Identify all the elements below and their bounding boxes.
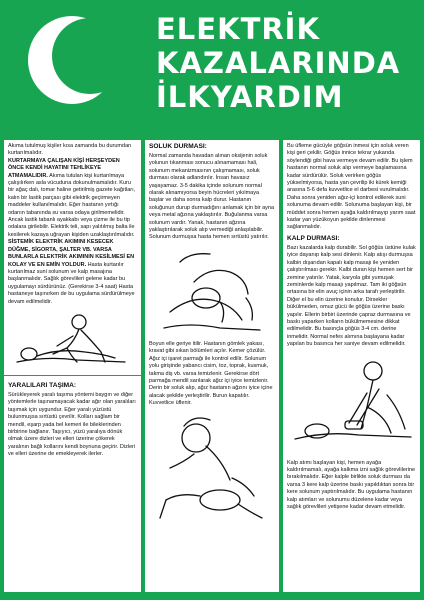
title-line-2: KAZALARINDA (156, 46, 401, 80)
illustration-chest-compression (287, 349, 417, 457)
column-cardiac-arrest (283, 140, 420, 592)
resuscitation-notice: Hasta kurtarılır kurtarılmaz suni solunum ve kalp masajına başlanmalıdır. Sağlık görevlileri gelene kadar bu uygulamayı sürdürünüz. (Gerekirse 3-4 saat) Hasta hastaneye taşınırken de bu uygulama sürdürülmeye devam edilmelidir. (8, 261, 135, 305)
cardiac-text-1: Bazı kazalarda kalp durabilir. Sol göğüs üstüne kulak iyice dayanıp kalp sesi dinlenir. Kalp atışı durmuşsa kalbin dışarıdan kapalı kalp masajı ile yeniden çalıştırılması gerekir. Kalbi duran kişi hemen sert bir zemine yatırılır. Yatak, karyola gibi yumuşak zeminlerde kalp masajı yapılmaz. Tam iki göğsün ortasına bir elin avuç içinin arka tarafı yerleştirilir. Diğer el bu elin üzerine konulur. Dirsekler bükülmeden, omuz gücü ile göğüs üzerine baskı yapılır. Ellerin birbiri üzerinde çapraz durmasına ve baskı yaparken kolların bükülmemesine dikkat edilmelidir. Bu basınçla göğüs 3-4 cm. derine inmelidir. Normal nefes alımına başlayana kadar yapılan bu basınca her saniye devam edilmelidir. (287, 244, 416, 348)
illustration-breath-check (150, 242, 274, 338)
column-breathing (145, 140, 279, 592)
breathing-text-1: Normal zamanda havadan alınan oksijenin soluk yolunun tıkanması sonucu alınamaması hali, solunum mekanizmasının çalışmaması, soluk durması olarak adlandırılır. İnsan havasız yaşayamaz. 3-5 dakika içinde solunum normal olarak alınamıyorsa beyin hücreleri yıkılmaya başlar ve daha sonra kalp durur. Hastanın soluğunun durup durmadığını anlamak için bir ayna veya metal ağzına yaklaştırılır. Buğulanma varsa solunum vardır. Yanak, hastanın ağzına yaklaştırılarak soluk alıp vermediği anlaşılabilir. Solunum durmuşsa hasta hemen sırtüstü yatırılır. (149, 153, 275, 241)
breathing-continued-text: Bu üfleme gücüyle göğsün inmesi için soluk veren kişi geri çekilir. Göğüs innice tekrar yukarıda söylendiği gibi hava vermeye devam edilir. Bu işlem hastanın normal soluk alıp vermeye başlamasına kadar sürdürülür. Soluk verirken göğüs yükselmiyorsa, hasta yan çevrilip iki kürek kemiği arasına 5-6 defa kuvvetlice el darbesi vurulmalıdır. Daha sonra yeniden ağız-içi kontrol edilerek suni solunuma devam edilir. Solunuma başlayan kişi, bir müddet sonra hemen ayağa kaldırılmayıp yarım saat kadar yan yüzükoyun şekilde dinlenmesi sağlanmalıdır. (287, 143, 416, 231)
cardiac-text-2: Kalp atımı başlayan kişi, hemen ayağa kaldırılmamalı, ayağa kalkma izni sağlık görevlilerine bırakılmalıdır. Eğer kalple birlikte soluk durması da varsa 3 kere kalp üzerine baskı yapıldıktan sonra bir kere solunum yaptırılmalıdır. Bu uygulama hastanın kalp atımları ve solunumu düzelene kadar veya sağlık görevlileri yetişene kadar devam etmelidir. (287, 459, 416, 510)
title-line-3: İLKYARDIM (156, 80, 344, 114)
intro-text (4, 140, 141, 306)
transport-text: Sürükleyerek yaralı taşıma yöntemi baygın ve diğer yöntemlerle taşınamayacak kadar ağır olan yaralıları taşımak için uygundur. Eğer yaralı yüzüstü bulunmuşsa sırtüstü çevrilir. Kolları sağlam bir mendil, eşarp yada bel kemeri ile bileklerinden birbirine bağlanır. Taşıyıcı, yüzü yaralıya dönük olmak üzere dizleri ve elleri üzerine çökerek yaralının bağlı kollarını kendi boynuna geçirir. Dizleri ve elleri üzerine de emekleyerek ilerler. (8, 391, 136, 458)
column-electric-shock (4, 140, 141, 592)
breathing-text-2: Boyun elle geriye itilir. Hastanın gömlek yakası, kravat gibi sıkan bölümleri açılır. Kemer çözülür. Ağız içi işaret parmağı ile kontrol edilir. Solunum yolu girişinde yabancı cisim, toz, toprak, kusmuk, takma diş vb. varsa temizlenir. Gerekirse dört parmağa mendil sarılarak ağız içi iyice temizlenir. Derin bir soluk alıp, ağız hastanın ağzını iyice içine alacak şekilde yerleştirilir. Burun kapatılır. Kuvvetlice üflenir. (149, 340, 273, 407)
illustration-mouth-to-mouth (150, 408, 274, 526)
illustration-rescue-pose (7, 306, 139, 372)
page-title (156, 12, 418, 114)
crescent-icon (26, 10, 126, 110)
rescue-instructions: Akıma tutulan kişi kurtarılmaya çalışılırken asla vücuduna dokunulmamalıdır. Kuru bir ağaç dalı, tomar haline getirilmiş gazete kağıtları, kalın bir lastik parçası gibi elektrik geçirmeyen maddeler kullanılmalıdır. Eğer hastanın yırtığı odanın tabanında su varsa odaya girilmemelidir. Ancak lastik tabanlı ayakkabı veya çizme ile bu tip odalara girilebilir. Elektrik teli, sapı yalıtılmış balta ile kesilerek kazaya uğrayan kişiden uzaklaştırılmalıdır. (8, 172, 136, 238)
title-line-1: ELEKTRİK (156, 12, 320, 46)
rescuer-warning: KURTARMAYA ÇALIŞAN KİŞİ HERŞEYDEN ÖNCE KENDİ HAYATINI TEHLİKEYE ATMAMALIDIR. (8, 157, 120, 179)
divider (4, 375, 141, 376)
section-heading-transport: YARALILARI TAŞIMA: (8, 381, 77, 389)
section-heading-breathing: SOLUK DURMASI: (149, 143, 207, 150)
intro-sentence: Akıma tutulmuş kişiler kısa zamanda bu durumdan kurtarılmalıdır. (8, 143, 132, 157)
section-heading-cardiac: KALP DURMASI: (287, 234, 340, 242)
power-cut-notice: SİSTEMİK ELEKTRİK AKIMINI KESECEK DÜĞME, SİGORTA, ŞALTER VB. VARSA BUNLARLA ELEKTRİK AKIMININ KESİLMESİ EN KOLAY VE EN EMİN YOLDUR. (8, 239, 135, 268)
